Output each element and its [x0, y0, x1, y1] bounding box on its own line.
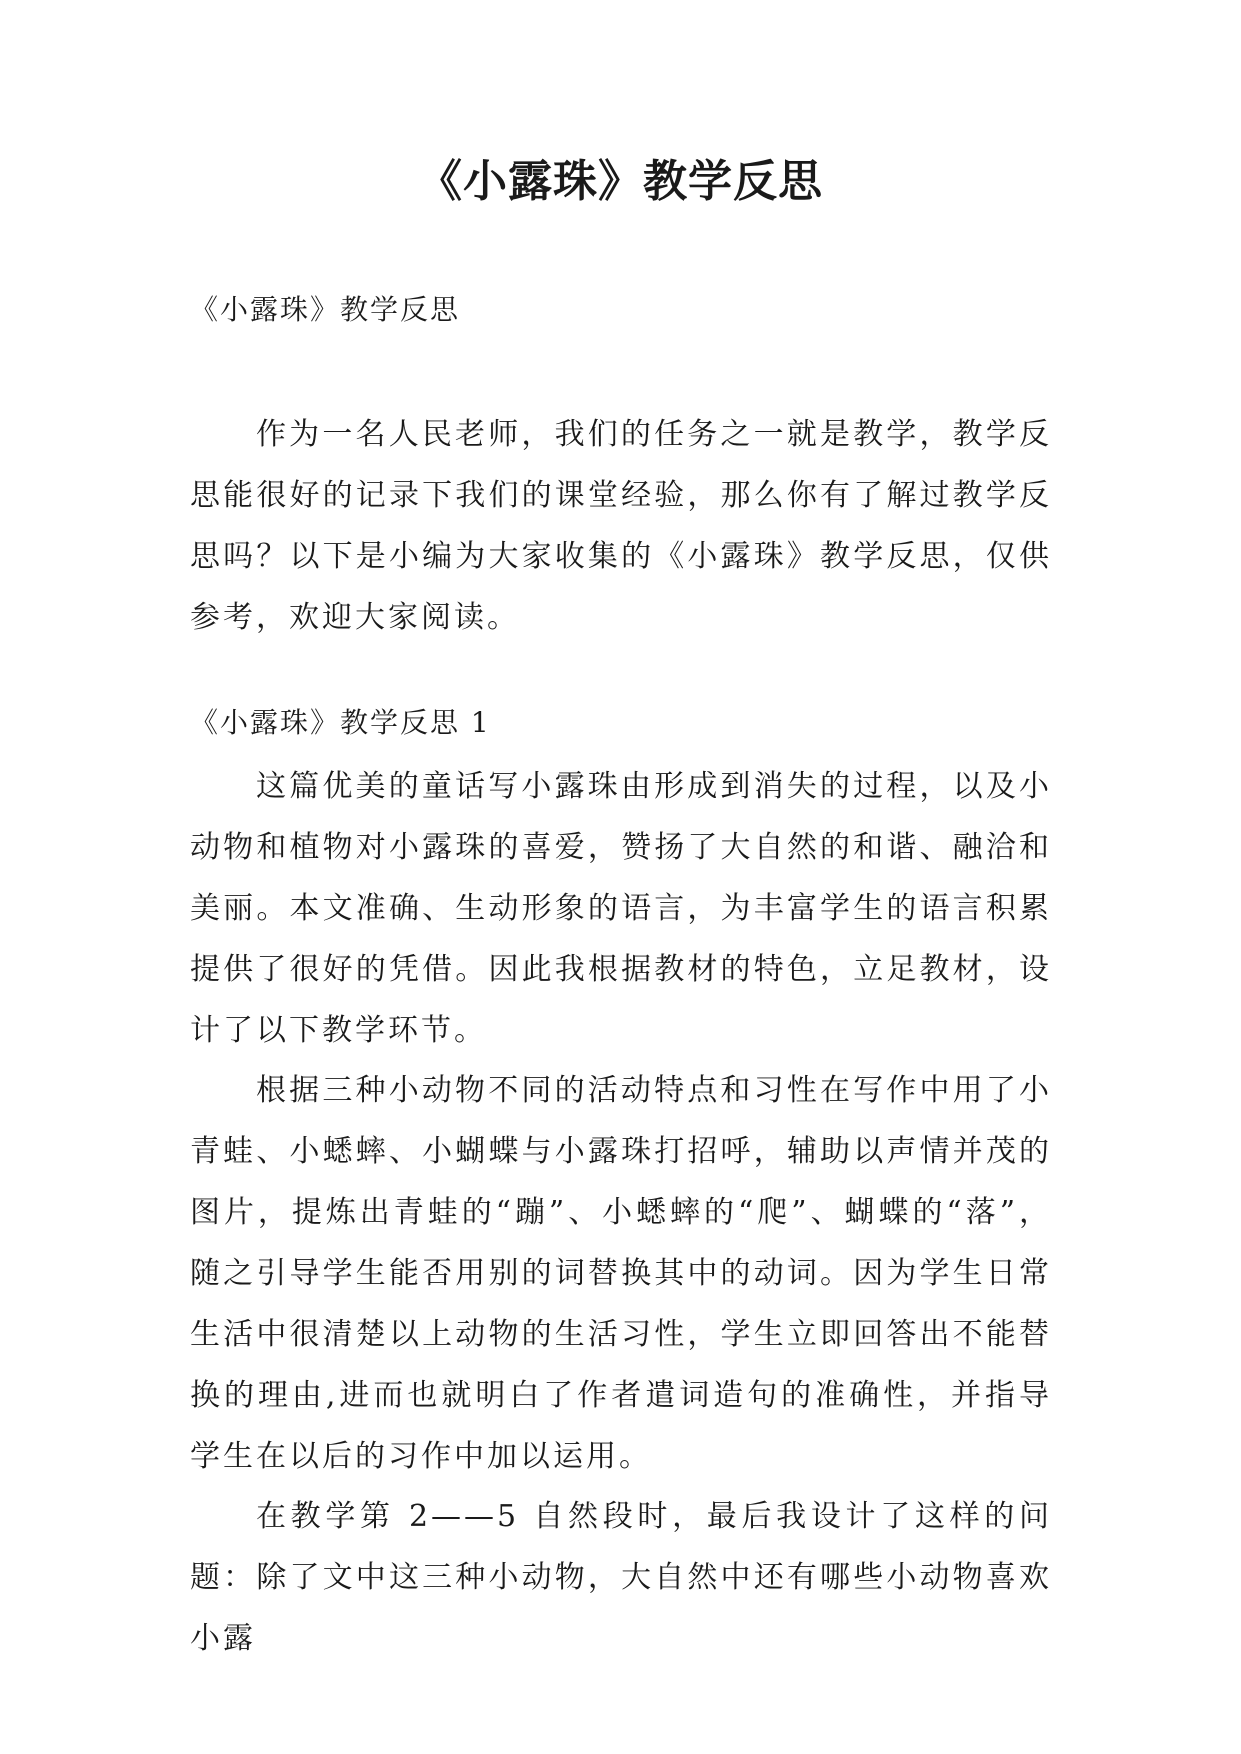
intro-paragraph: 作为一名人民老师，我们的任务之一就是教学，教学反思能很好的记录下我们的课堂经验，那么你有了解过教学反思吗？以下是小编为大家收集的《小露珠》教学反思，仅供参考，欢迎大家阅读。	[190, 417, 1052, 635]
body-paragraph: 在教学第 2——5 自然段时，最后我设计了这样的问题：除了文中这三种小动物，大自然中还有哪些小动物喜欢小露	[190, 1499, 1052, 1656]
section-heading: 《小露珠》教学反思 1	[190, 706, 491, 739]
body-paragraph: 根据三种小动物不同的活动特点和习性在写作中用了小青蛙、小蟋蟀、小蝴蝶与小露珠打招呼，辅助以声情并茂的图片，提炼出青蛙的“蹦”、小蟋蟀的“爬”、蝴蝶的“落”，随之引导学生能否用别的词替换其中的动词。因为学生日常生活中很清楚以上动物的生活习性，学生立即回答出不能替换的理由,进而也就明白了作者遣词造句的准确性，并指导学生在以后的习作中加以运用。	[190, 1073, 1052, 1474]
document-subtitle: 《小露珠》教学反思	[190, 293, 461, 326]
body-paragraph: 这篇优美的童话写小露珠由形成到消失的过程，以及小动物和植物对小露珠的喜爱，赞扬了大自然的和谐、融洽和美丽。本文准确、生动形象的语言，为丰富学生的语言积累提供了很好的凭借。因此我根据教材的特色，立足教材，设计了以下教学环节。	[190, 769, 1052, 1048]
document-title: 《小露珠》教学反思	[418, 156, 823, 207]
